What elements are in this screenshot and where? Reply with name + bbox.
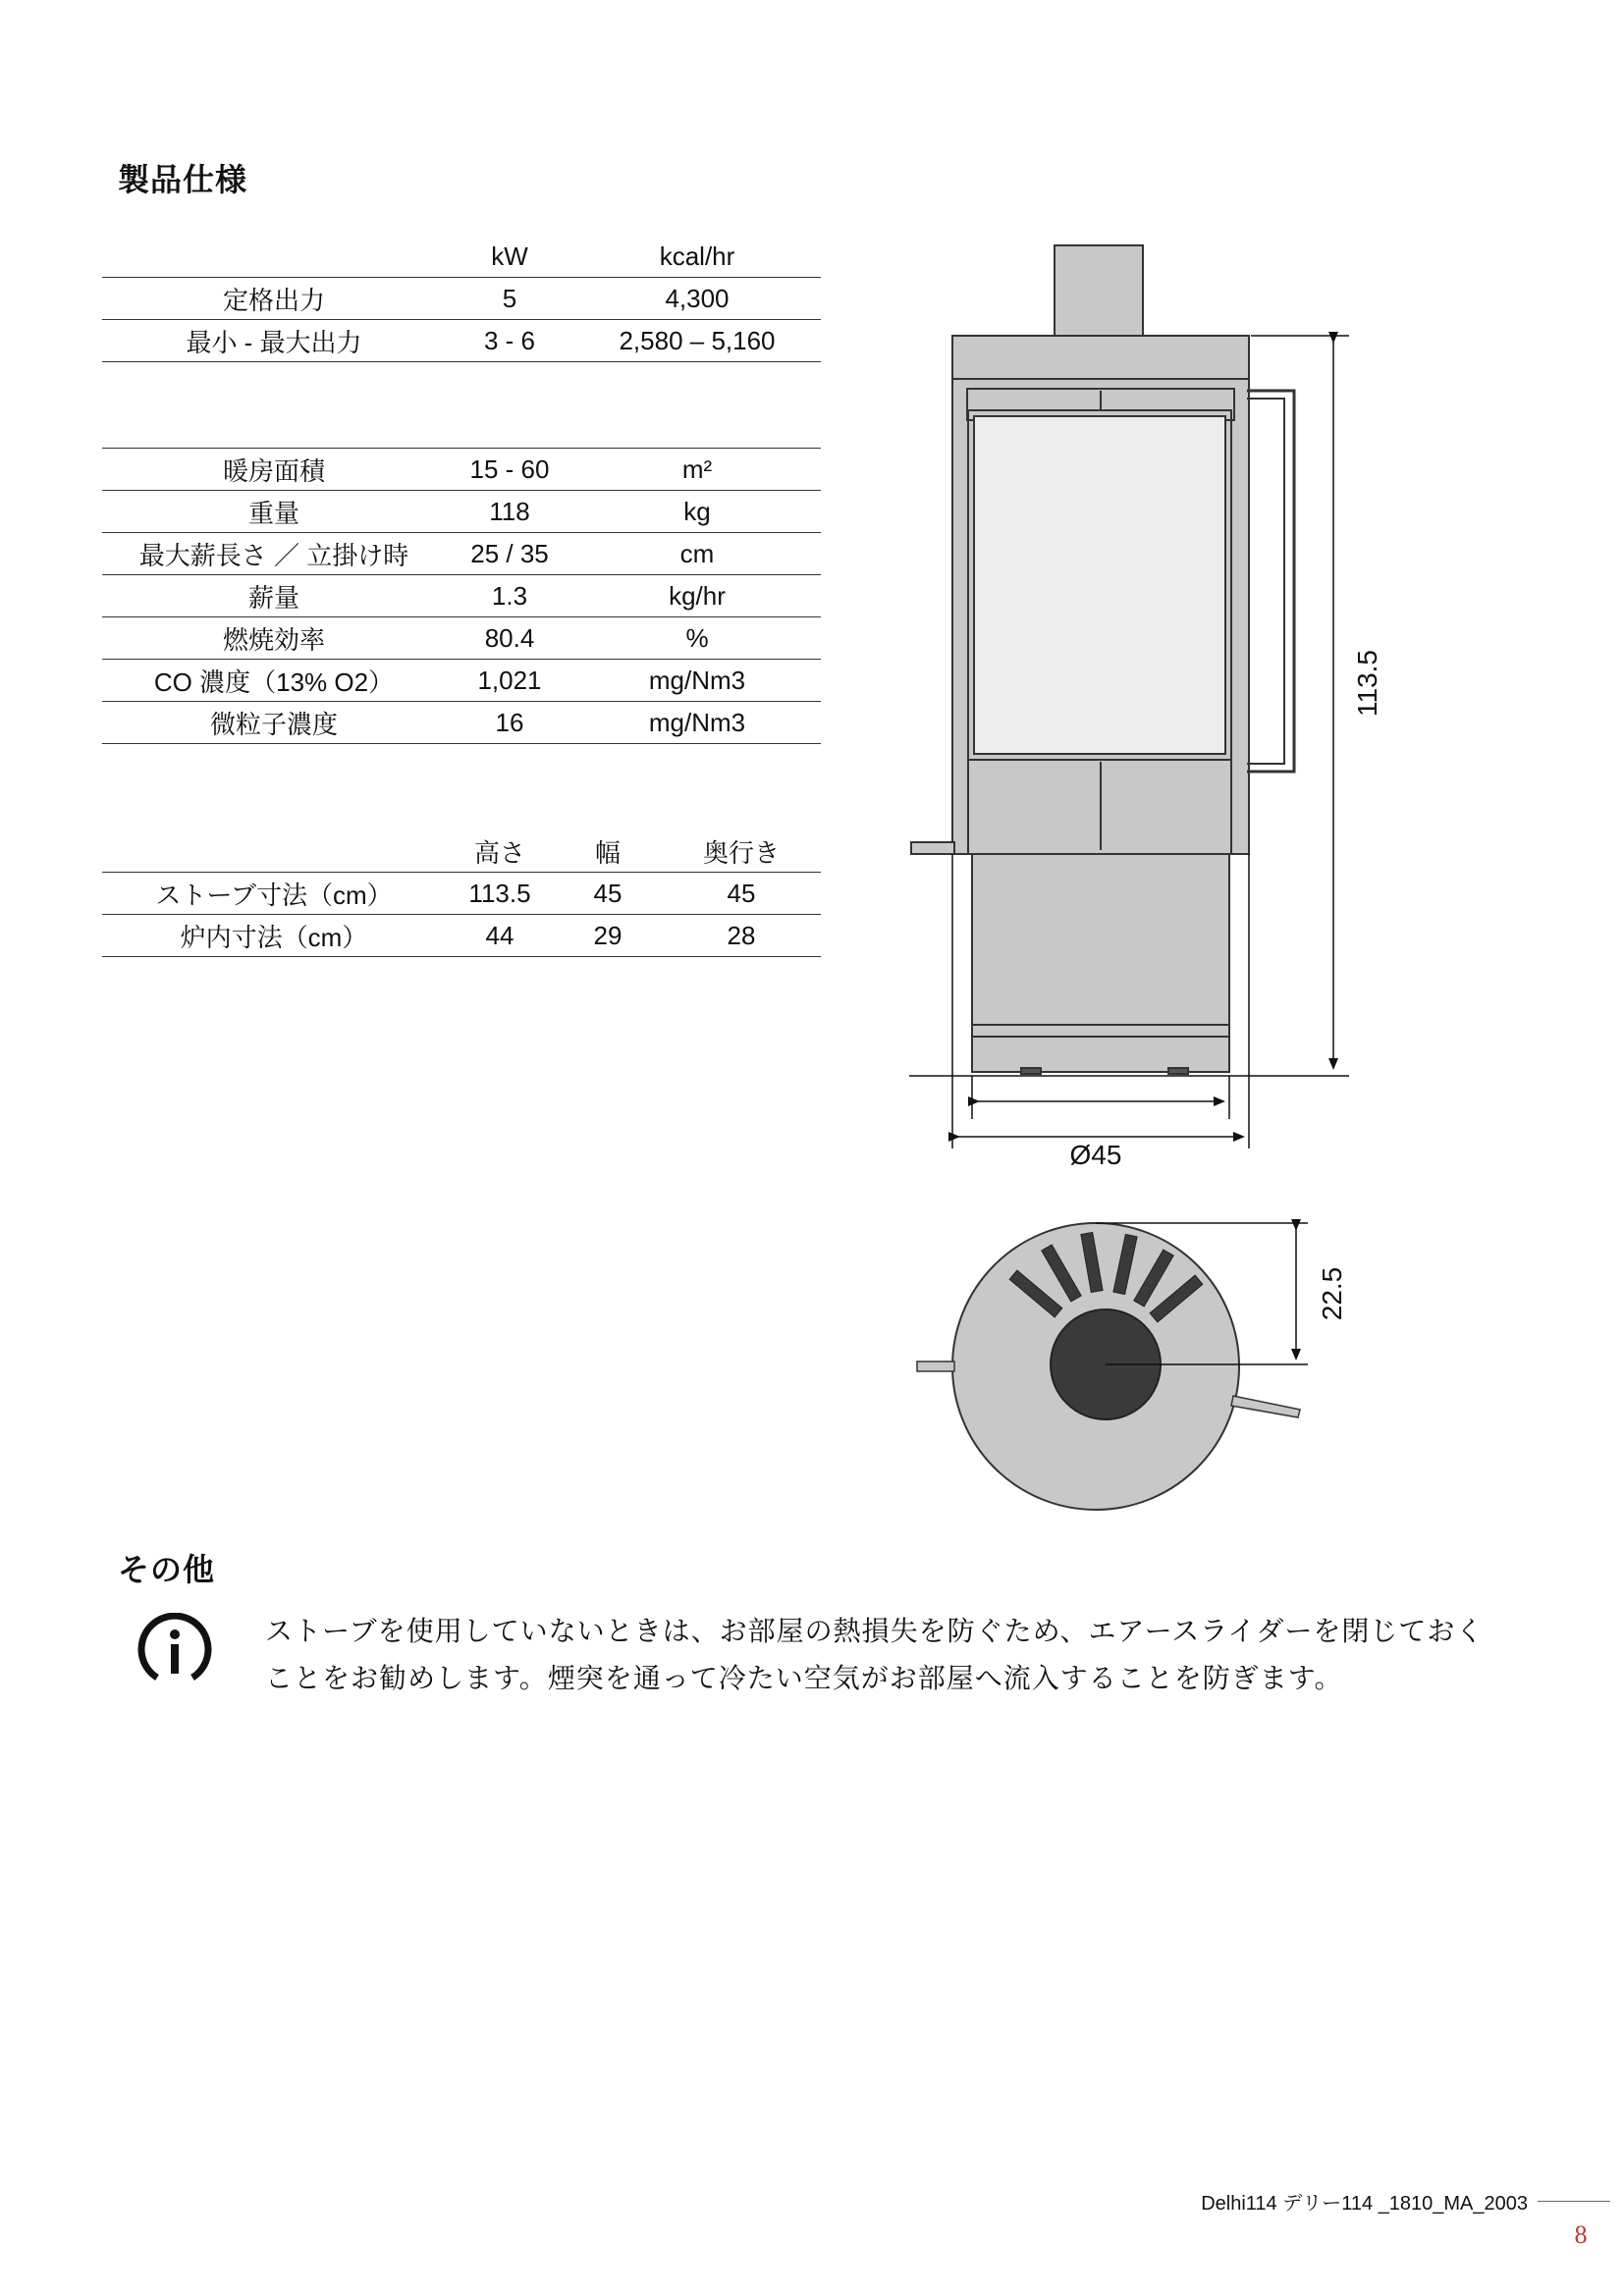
info-note-line: ストーブを使用していないときは、お部屋の熱損失を防ぐため、エアースライダーを閉じておく: [265, 1615, 1485, 1647]
table-header: kcal/hr: [573, 236, 821, 278]
table-cell: 2,580 – 5,160: [573, 320, 821, 362]
stove-top-view: [917, 1223, 1308, 1510]
table-cell: 1.3: [446, 575, 573, 617]
diameter-dimension-label: Ø45: [1069, 1140, 1122, 1170]
table-header: kW: [446, 236, 573, 278]
table-cell: 45: [662, 873, 821, 915]
table-header: 幅: [554, 830, 662, 873]
table-cell: kg/hr: [573, 575, 821, 617]
table-header: 高さ: [446, 830, 554, 873]
table-cell: 炉内寸法（cm）: [102, 915, 446, 957]
stove-front-view: [911, 245, 1294, 1074]
table-cell: mg/Nm3: [573, 660, 821, 702]
table-cell: 燃焼効率: [102, 617, 446, 660]
table-cell: CO 濃度（13% O2）: [102, 660, 446, 702]
spec-title: 製品仕様: [118, 161, 248, 198]
info-note-line: ことをお勧めします。煙突を通って冷たい空気がお部屋へ流入することを防ぎます。: [265, 1662, 1343, 1694]
table-cell: 5: [446, 278, 573, 320]
table-cell: 25 / 35: [446, 533, 573, 575]
table-cell: 15 - 60: [446, 449, 573, 491]
page-number: 8: [1574, 2220, 1588, 2249]
table-header: 奥行き: [662, 830, 821, 873]
table-cell: 44: [446, 915, 554, 957]
footer-doc-id: Delhi114 デリー114 _1810_MA_2003: [1201, 2193, 1528, 2215]
table-cell: ストーブ寸法（cm）: [102, 873, 446, 915]
table-cell: m²: [573, 449, 821, 491]
table-cell: 重量: [102, 491, 446, 533]
footer-divider: [1538, 2201, 1610, 2202]
offset-dimension-label: 22.5: [1317, 1266, 1347, 1321]
table-cell: 16: [446, 702, 573, 744]
table-cell: 暖房面積: [102, 449, 446, 491]
table-cell: 29: [554, 915, 662, 957]
table-cell: 80.4: [446, 617, 573, 660]
table-cell: 45: [554, 873, 662, 915]
table-cell: 3 - 6: [446, 320, 573, 362]
table-cell: 微粒子濃度: [102, 702, 446, 744]
table-cell: cm: [573, 533, 821, 575]
table-cell: 薪量: [102, 575, 446, 617]
table-cell: 最大薪長さ ／ 立掛け時: [102, 533, 446, 575]
table-cell: mg/Nm3: [573, 702, 821, 744]
table-cell: 1,021: [446, 660, 573, 702]
table-cell: 4,300: [573, 278, 821, 320]
table-cell: kg: [573, 491, 821, 533]
info-note: [265, 1608, 1542, 1702]
other-title: その他: [118, 1551, 216, 1588]
table-cell: 28: [662, 915, 821, 957]
height-dimension-label: 113.5: [1352, 650, 1382, 717]
table-cell: 118: [446, 491, 573, 533]
table-cell: 最小 - 最大出力: [102, 320, 446, 362]
table-cell: %: [573, 617, 821, 660]
table-cell: 113.5: [446, 873, 554, 915]
info-icon: [137, 1613, 212, 1687]
table-cell: 定格出力: [102, 278, 446, 320]
